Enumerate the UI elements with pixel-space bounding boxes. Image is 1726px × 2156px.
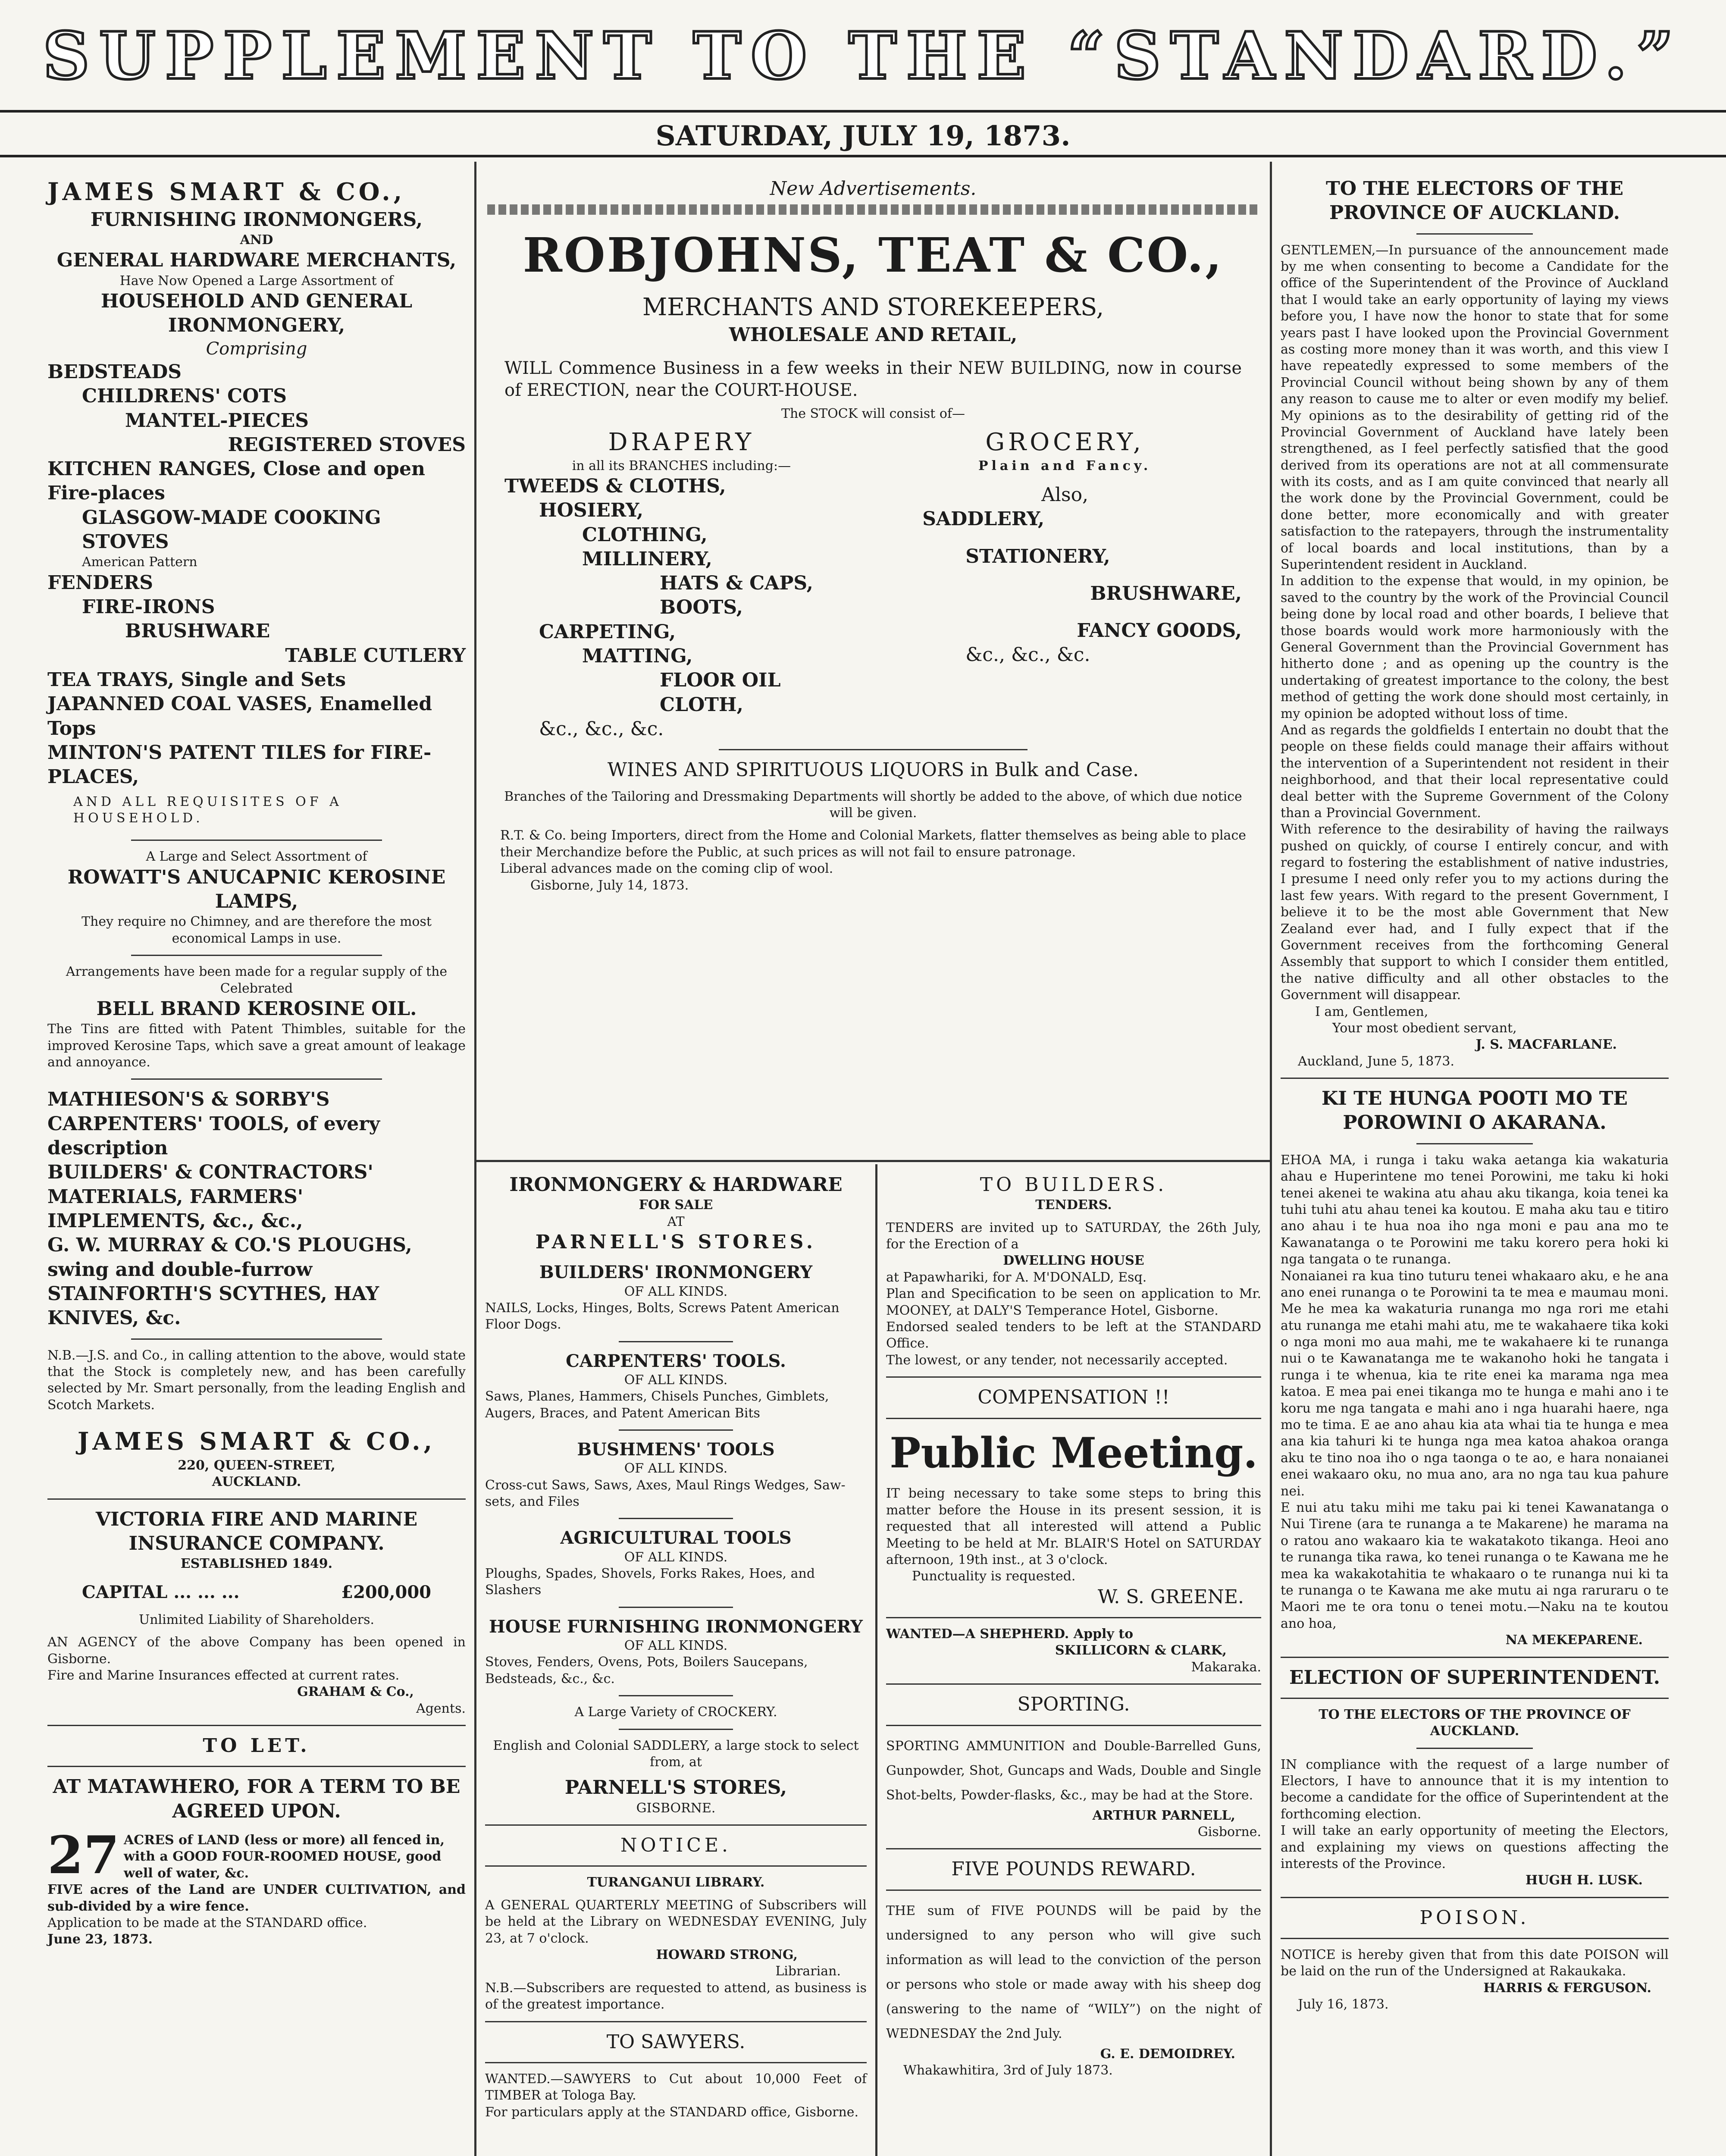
divider-rule <box>131 840 382 841</box>
established-line: ESTABLISHED 1849. <box>180 1556 333 1572</box>
body-text: The lowest, or any tender, not necessarily accepted. <box>886 1352 1228 1368</box>
signature-role: Agents. <box>416 1701 466 1716</box>
stock-item: SADDLERY, <box>922 508 1045 530</box>
body-text: A Large Variety of CROCKERY. <box>574 1705 777 1720</box>
body-text: Punctuality is requested. <box>912 1569 1076 1584</box>
stock-item: FIRE-IRONS <box>82 596 215 618</box>
body-text: IT being necessary to take some steps to bring this matter before the House in its present session, it is requested that all interested will attend a Public Meeting to be held at Mr. BLAIR'S Hotel on SATURDAY afternoon, 19th inst., at 3 o'clock. <box>886 1486 1261 1567</box>
ad-heading: AT MATAWHERO, FOR A TERM TO BE AGREED UPON. <box>53 1776 460 1822</box>
body-text: GENTLEMEN,—In pursuance of the announcement made by me when consenting to become a Candidate for the office of the Superintendent of the Province of Auckland that I would take an early opportunity of laying my views before you, I have now the honor to state that for some years past I have looked upon the Provincial Government as costing more money than it was worth, and this view I have repeatedly expressed to some members of the Provincial Council without being shown by any of them any reason to cause me to alter or even modify my belief. My opinions as to the desirability of getting rid of the Provincial Government of Auckland have lately been strengthened, as I feel perfectly satisfied that the good derived from its operations are not at all commensurate with its costs, and as I am quite convinced that nearly all the work done by the Provincial Government, could be done better, more economically and with greater satisfaction to the ratepayers, through the instrumentality of local boards and local institutions, than by a Superintendent resident in Auckland. <box>1281 242 1669 573</box>
stock-item: Also, <box>1041 483 1089 506</box>
body-text: TENDERS are invited up to SATURDAY, the 26th July, for the Erection of a <box>886 1220 1261 1252</box>
divider-rule <box>47 1498 466 1500</box>
signature-place: Makaraka. <box>1191 1659 1261 1675</box>
divider-rule <box>619 1607 733 1608</box>
body-text: SPORTING AMMUNITION and Double-Barrelled Guns, Gunpowder, Shot, Guncaps and Wads, Double and Single Shot-belts, Powder-flasks, &c., may be had at the Store. <box>886 1738 1261 1803</box>
body-text: In addition to the expense that would, in my opinion, be saved to the country by the work of the Provincial Council being done by local road and other boards, I believe that those boards would work more harmoniously with the General Government than the Provincial Government has hitherto done ; and as opening up the country is the undertaking of greatest importance to the colony, the best method of getting the work done should most certainly, in my opinion be adopted without loss of time. <box>1281 573 1669 721</box>
section-sub: OF ALL KINDS. <box>624 1461 728 1476</box>
closing-line: I am, Gentlemen, <box>1315 1004 1428 1019</box>
to-let-ad <box>47 1734 466 1948</box>
intro-text: WILL Commence Business in a few weeks in their NEW BUILDING, now in course of ERECTION, near the COURT-HOUSE. <box>504 358 1242 401</box>
drapery-sub: in all its BRANCHES including:— <box>572 458 791 473</box>
ad-title: SPORTING. <box>1017 1693 1130 1716</box>
ad-title: KI TE HUNGA POOTI MO TE POROWINI O AKARANA. <box>1322 1087 1628 1134</box>
section-sub: OF ALL KINDS. <box>624 1638 728 1654</box>
ad-sub: TENDERS. <box>1035 1197 1112 1213</box>
wavy-rule <box>487 204 1259 215</box>
body-text: NAILS, Locks, Hinges, Bolts, Screws Patent American Floor Dogs. <box>485 1300 840 1332</box>
body-text: AN AGENCY of the above Company has been opened in Gisborne. <box>47 1635 466 1667</box>
james-smart-ad <box>47 177 466 1491</box>
stock-item: &c., &c., &c. <box>965 644 1090 666</box>
intro-line: Arrangements have been made for a regular supply of the Celebrated <box>66 964 448 996</box>
divider-rule <box>886 1418 1261 1419</box>
body-text: IN compliance with the request of a large number of Electors, I have to announce that it is my intention to become a candidate for the office of Superintendent at the forthcoming election. <box>1281 1757 1669 1822</box>
ad-title: ELECTION OF SUPERINTENDENT. <box>1289 1666 1660 1689</box>
ad-title: NOTICE. <box>620 1834 732 1857</box>
body-text: Branches of the Tailoring and Dressmaking Departments will shortly be added to the above, of which due notice will be given. <box>504 789 1242 821</box>
address-line: 220, QUEEN-STREET, <box>178 1457 335 1473</box>
body-text: Liberal advances made on the coming clip of wool. <box>500 861 833 877</box>
date-line: June 23, 1873. <box>47 1932 153 1947</box>
divider-rule <box>131 1078 382 1080</box>
column-divider <box>1270 162 1272 2156</box>
body-text: For particulars apply at the STANDARD office, Gisborne. <box>485 2104 859 2120</box>
ad-title: VICTORIA FIRE AND MARINE INSURANCE COMPANY. <box>95 1508 418 1554</box>
trade-line: GENERAL HARDWARE MERCHANTS, <box>56 249 457 272</box>
company-sub: MERCHANTS AND STOREKEEPERS, <box>642 293 1104 322</box>
stock-item: FLOOR OIL CLOTH, <box>660 669 781 716</box>
signature: ARTHUR PARNELL, <box>1092 1808 1235 1823</box>
body-text: at Papawhariki, for A. M'DONALD, Esq. <box>886 1269 1147 1285</box>
stock-item: BEDSTEADS <box>47 360 182 383</box>
masthead-title: SUPPLEMENT TO THE “STANDARD.” <box>43 18 1683 94</box>
signature: HUGH H. LUSK. <box>1526 1873 1643 1888</box>
body-text: Nonaianei ra kua tino tuturu tenei whakaaro aku, e he ana ano enei runanga o te Porowini ta te mea e maumau moni. Me he mea ka wakaturia runanga mo nga rori me etahi atu runanga me etahi mahi atu, me te wakahaere tika koki o nga moni mo aua mahi, me te wakahaere ki te runanga nui o te Kawanatanga me te wakanoho hoki he tangata i runga i te whenua, kia te rite enei ka marama nga mea katoa. E mea pai enei tikanga mo te hunga e mahi ano i te koru me nga tangata e mahi ano i nga huarahi haere, nga mo te tima. E ae ano ahau kia ata whai tia te hunga e mea ana kia tahuri ki te hunga nga mea katoa ahakoa oranga aku te tino noa iho o nga taonga o te ao, e hara nonaianei enei wakaaro oku, no mua ano, ara no nga tau kua pahure nei. <box>1281 1268 1669 1499</box>
address-line: AUCKLAND. <box>212 1474 301 1490</box>
body-text: The Tins are fitted with Patent Thimbles, suitable for the improved Kerosine Taps, which save a great amount of leakage and annoyance. <box>47 1022 466 1070</box>
grocery-sub: Plain and Fancy. <box>978 458 1152 473</box>
stock-item: STATIONERY, <box>965 545 1110 567</box>
ad-title: COMPENSATION !! <box>977 1386 1170 1409</box>
drapery-heading: DRAPERY <box>608 428 755 456</box>
electors-letter <box>1281 177 1669 1070</box>
stock-item: MATTING, <box>582 645 693 667</box>
library-notice <box>485 1833 867 2013</box>
signature: JAMES SMART & CO., <box>77 1427 436 1456</box>
divider-rule <box>47 1725 466 1726</box>
body-text: E nui atu taku mihi me taku pai ki tenei Kawanatanga o Nui Tirene (ara te runanga a te Makarene) he marama na o ratou ano wakaaro kia te wakatakoto tikanga. Heoi ano te runanga tika rawa, ko tenei runanga o te Kawana me he mea ka wakakotahitia te whakaaro o te runanga nui ki ta te runanga o te Kawana me ake mutu ai nga raruraru o te Maori me te ora tonu o tenei motu.—Naku na te koutou ano hoa, <box>1281 1500 1669 1631</box>
column-2-lower <box>485 1173 867 2121</box>
section-heading: CARPENTERS' TOOLS. <box>566 1351 786 1371</box>
divider-rule <box>1281 1078 1669 1079</box>
ad-sub: AT <box>667 1214 685 1229</box>
tool-line: STAINFORTH'S SCYTHES, HAY KNIVES, &c. <box>47 1282 379 1329</box>
section-heading: BUILDERS' IRONMONGERY <box>539 1262 813 1283</box>
acres-text: ACRES of LAND (less or more) all fenced in, with a GOOD FOUR-ROOMED HOUSE, good well of water, &c. <box>124 1833 445 1881</box>
divider-rule <box>485 1865 867 1867</box>
body-text: WANTED.—SAWYERS to Cut about 10,000 Feet of TIMBER at Tologa Bay. <box>485 2071 867 2103</box>
ad-heading: Public Meeting. <box>890 1428 1258 1477</box>
tool-line: MATHIESON'S & SORBY'S CARPENTERS' TOOLS, of every description <box>47 1088 380 1159</box>
body-text: English and Colonial SADDLERY, a large stock to select from, at <box>493 1738 859 1770</box>
stock-item: MILLINERY, <box>582 548 712 570</box>
divider-rule <box>1416 1748 1533 1749</box>
body-text: Cross-cut Saws, Saws, Axes, Maul Rings Wedges, Saw-sets, and Files <box>485 1477 846 1510</box>
sporting-ad <box>886 1692 1261 1840</box>
stock-line: The STOCK will consist of— <box>781 406 965 422</box>
poison-notice <box>1281 1906 1669 2013</box>
builders-ad <box>886 1173 1261 1369</box>
divider-rule <box>886 1617 1261 1618</box>
divider-rule <box>1416 1143 1533 1144</box>
stock-item-note: American Pattern <box>82 555 197 570</box>
body-text: They require no Chimney, and are therefore the most economical Lamps in use. <box>81 914 432 946</box>
stock-item: MANTEL-PIECES <box>125 409 309 432</box>
ad-sub: TURANGANUI LIBRARY. <box>587 1875 765 1890</box>
grocery-heading: GROCERY, <box>985 428 1144 456</box>
stock-item: JAPANNED COAL VASES, Enamelled Tops <box>47 693 432 740</box>
dateline: SATURDAY, JULY 19, 1873. <box>0 110 1726 157</box>
stock-item: HOSIERY, <box>539 499 644 522</box>
closing-line: Your most obedient servant, <box>1332 1020 1517 1036</box>
stock-item-note: AND ALL REQUISITES OF A HOUSEHOLD. <box>73 794 342 826</box>
body-text: Ploughs, Spades, Shovels, Forks Rakes, Hoes, and Slashers <box>485 1566 815 1598</box>
election-ad <box>1281 1666 1669 1889</box>
section-sub: OF ALL KINDS. <box>624 1549 728 1565</box>
divider-rule <box>1281 1938 1669 1939</box>
divider-rule <box>619 1341 733 1342</box>
signature: PARNELL'S STORES, <box>564 1777 787 1799</box>
victoria-insurance-ad <box>47 1507 466 1717</box>
body-text: Plan and Specification to be seen on application to Mr. MOONEY, at DALY'S Temperance Hotel, Gisborne. <box>886 1286 1261 1318</box>
stock-item: CHILDRENS' COTS <box>82 385 287 407</box>
public-meeting-ad <box>886 1385 1261 1609</box>
body-text: Endorsed sealed tenders to be left at the STANDARD Office. <box>886 1319 1261 1351</box>
body-text: EHOA MA, i runga i taku waka aetanga kia wakaturia ahau e Huperintene mo tenei Porowini, me taku ki hoki tenei akenei te wakina atu ahau aku tikanga, koia tenei ka tuhi tuhi atu ahau tenei ka koutou. E maha aku tau e titiro ano ahau i te hua noa iho nga moni e pau ana mo te Kawanatanga o te Porowini me taku korero pera hoki ki nga tangata o te runanga. <box>1281 1152 1669 1267</box>
body-text: Stoves, Fenders, Ovens, Pots, Boilers Saucepans, Bedsteads, &c., &c. <box>485 1655 808 1686</box>
stock-item: HATS & CAPS, <box>660 572 813 595</box>
stock-item: TWEEDS & CLOTHS, <box>504 475 726 497</box>
maori-letter <box>1281 1087 1669 1648</box>
signature: HARRIS & FERGUSON. <box>1483 1980 1651 1996</box>
column-divider <box>875 1164 877 2156</box>
body-text <box>47 1825 466 1886</box>
section-sub: OF ALL KINDS. <box>624 1284 728 1299</box>
intro-line: Have Now Opened a Large Assortment of <box>119 273 394 288</box>
divider-rule <box>485 2062 867 2063</box>
company-name: ROBJOHNS, TEAT & CO., <box>523 227 1224 283</box>
ad-title: FIVE POUNDS REWARD. <box>951 1858 1196 1880</box>
body-text: Application to be made at the STANDARD office. <box>47 1915 367 1931</box>
divider-rule <box>47 1766 466 1767</box>
advertiser-name: JAMES SMART & CO., <box>47 178 406 206</box>
divider-rule <box>886 1890 1261 1891</box>
stock-item: BRUSHWARE <box>125 620 270 642</box>
body-text: R.T. & Co. being Importers, direct from the Home and Colonial Markets, flatter themselves as being able to place their Merchandize before the Public, at such prices as will not fail to ensure patronage. <box>500 828 1246 860</box>
section-sub: OF ALL KINDS. <box>624 1372 728 1388</box>
stock-item: &c., &c., &c. <box>539 718 664 740</box>
body-text: And as regards the goldfields I entertain no doubt that the people on these fields could manage their affairs without the intervention of a Superintendent not resident in their neighborhood, and that their local representative could deal better with the Supreme Government of the Colony than a Provincial Government. <box>1281 722 1669 821</box>
stock-item: CARPETING, <box>539 620 676 643</box>
capital-row <box>82 1581 431 1603</box>
body-text: With reference to the desirability of having the railways pushed on quickly, of course I entirely concur, and with regard to fostering the establishment of native industries, I presume I need only refer you to my actions during the last few years. With regard to the present Government, I believe it to be the most able Government that New Zealand ever had, and I fully expect that if the Government receives from the forthcoming General Assembly that support to which I consider them entitled, the native difficulty and all other obstacles to the Government will disappear. <box>1281 822 1669 1003</box>
signature: NA MEKEPARENE. <box>1505 1633 1643 1648</box>
body-text: THE sum of FIVE POUNDS will be paid by the undersigned to any person who will give such information as will lead to the conviction of the person or persons who stole or made away with his sheep dog (answering to the name of “WILY”) on the night of WEDNESDAY the 2nd July. <box>886 1903 1261 2041</box>
stock-item: GLASGOW-MADE COOKING STOVES <box>82 506 381 553</box>
column-1 <box>47 177 466 1948</box>
reward-ad <box>886 1857 1261 2079</box>
divider-rule <box>886 1683 1261 1685</box>
signature-place: GISBORNE. <box>636 1800 716 1816</box>
trade-line: FURNISHING IRONMONGERS, <box>90 208 423 231</box>
ad-title: TO LET. <box>203 1735 310 1757</box>
body-text: I will take an early opportunity of meeting the Electors, and explaining my views on questions affecting the interests of the Province. <box>1281 1823 1669 1871</box>
company-sub: WHOLESALE AND RETAIL, <box>729 323 1018 346</box>
drapery-column <box>504 427 858 742</box>
divider-rule <box>886 1725 1261 1726</box>
store-name: PARNELL'S STORES. <box>535 1231 817 1253</box>
ad-title: TO THE ELECTORS OF THE PROVINCE OF AUCKLAND. <box>1325 178 1624 224</box>
grocery-column <box>888 427 1242 742</box>
signature: GRAHAM & Co., <box>297 1684 414 1700</box>
capital-label: CAPITAL ... ... ... <box>82 1582 240 1602</box>
ad-title: TO BUILDERS. <box>980 1174 1168 1196</box>
parnell-ironmongery-ad <box>485 1173 867 1817</box>
divider-rule <box>1281 1897 1669 1898</box>
date-line: Whakawhitira, 3rd of July 1873. <box>903 2063 1113 2078</box>
section-heading: BUSHMENS' TOOLS <box>577 1439 775 1460</box>
ad-sub: TO THE ELECTORS OF THE PROVINCE OF AUCKLAND. <box>1319 1707 1631 1739</box>
body-text: WANTED—A SHEPHERD. Apply to <box>886 1626 1134 1642</box>
body-text: N.B.—Subscribers are requested to attend, as business is of the greatest importance. <box>485 1980 867 2012</box>
column-4 <box>1281 177 1669 2013</box>
body-text: A GENERAL QUARTERLY MEETING of Subscribers will be held at the Library on WEDNESDAY EVENING, July 23, at 7 o'clock. <box>485 1897 867 1946</box>
stock-item: FANCY GOODS, <box>1077 620 1242 642</box>
wines-line: WINES AND SPIRITUOUS LIQUORS in Bulk and Case. <box>607 759 1139 781</box>
drop-number: 27 <box>47 1825 119 1886</box>
section-divider <box>476 1160 1270 1162</box>
body-text: FIVE acres of the Land are UNDER CULTIVATION, and sub-divided by a wire fence. <box>47 1882 466 1914</box>
divider-rule <box>719 749 1027 750</box>
stock-item: KITCHEN RANGES, Close and open Fire-places <box>47 458 425 505</box>
body-text: N.B.—J.S. and Co., in calling attention to the above, would state that the Stock is completely new, and has been carefully selected by Mr. Smart personally, from the leading English and Scotch Markets. <box>47 1348 466 1413</box>
body-text: NOTICE is hereby given that from this date POISON will be laid on the run of the Undersigned at Rakaukaka. <box>1281 1947 1669 1979</box>
stock-item: BRUSHWARE, <box>1090 582 1242 605</box>
ad-title: TO SAWYERS. <box>606 2031 746 2053</box>
divider-rule <box>619 1518 733 1519</box>
date-line: Gisborne, July 14, 1873. <box>530 877 689 893</box>
divider-rule <box>131 1338 382 1340</box>
divider-rule <box>485 2021 867 2022</box>
divider-rule <box>619 1729 733 1730</box>
signature: W. S. GREENE. <box>1097 1586 1244 1608</box>
tool-line: G. W. MURRAY & CO.'S PLOUGHS, swing and double-furrow <box>47 1234 412 1281</box>
stock-item: MINTON'S PATENT TILES for FIRE-PLACES, <box>47 741 432 788</box>
intro-line: A Large and Select Assortment of <box>146 849 367 865</box>
column-3 <box>886 1173 1261 2079</box>
liability-line: Unlimited Liability of Shareholders. <box>138 1612 375 1627</box>
stock-item: BOOTS, <box>660 596 743 619</box>
date-line: Auckland, June 5, 1873. <box>1298 1053 1455 1069</box>
divider-rule <box>886 1376 1261 1378</box>
stock-item: REGISTERED STOVES <box>228 433 466 456</box>
date-line: July 16, 1873. <box>1298 1997 1389 2012</box>
body-text: Fire and Marine Insurances effected at current rates. <box>47 1667 400 1683</box>
divider-rule <box>619 1429 733 1431</box>
section-heading: ROWATT'S ANUCAPNIC KEROSINE LAMPS, <box>67 866 446 913</box>
signature: J. S. MACFARLANE. <box>1475 1037 1617 1053</box>
divider-rule <box>131 955 382 956</box>
divider-rule <box>619 1695 733 1696</box>
robjohns-ad <box>487 177 1259 894</box>
column-divider <box>474 162 476 2156</box>
ad-heading: DWELLING HOUSE <box>1003 1253 1144 1269</box>
signature: SKILLICORN & CLARK, <box>1055 1643 1227 1658</box>
section-heading: HOUSEHOLD AND GENERAL IRONMONGERY, <box>100 290 413 337</box>
sawyers-ad <box>485 2030 867 2121</box>
section-heading: AGRICULTURAL TOOLS <box>560 1528 792 1548</box>
section-heading: BELL BRAND KEROSINE OIL. <box>96 997 417 1020</box>
capital-value: £200,000 <box>341 1582 431 1602</box>
stock-item: TEA TRAYS, Single and Sets <box>47 669 346 691</box>
comprising-line: Comprising <box>206 338 307 359</box>
signature-role: Librarian. <box>775 1964 841 1979</box>
stock-item: FENDERS <box>47 571 153 594</box>
stock-columns <box>504 427 1242 742</box>
section-header: New Advertisements. <box>770 178 977 200</box>
and-line: AND <box>240 232 273 248</box>
shepherd-ad <box>886 1626 1261 1676</box>
divider-rule <box>886 1848 1261 1849</box>
tool-line: BUILDERS' & CONTRACTORS' MATERIALS, FARMERS' IMPLEMENTS, &c., &c., <box>47 1161 373 1232</box>
ad-title: POISON. <box>1419 1906 1530 1929</box>
section-heading: HOUSE FURNISHING IRONMONGERY <box>489 1616 863 1637</box>
signature-place: Gisborne. <box>1197 1824 1261 1839</box>
signature: HOWARD STRONG, <box>656 1947 798 1962</box>
body-text: Saws, Planes, Hammers, Chisels Punches, Gimblets, Augers, Braces, and Patent American Bits <box>485 1389 829 1421</box>
divider-rule <box>1416 233 1533 235</box>
signature: G. E. DEMOIDREY. <box>1100 2046 1235 2062</box>
divider-rule <box>1281 1698 1669 1699</box>
divider-rule <box>1281 1657 1669 1658</box>
ad-title: IRONMONGERY & HARDWARE <box>509 1174 843 1196</box>
divider-rule <box>485 1824 867 1826</box>
stock-item: CLOTHING, <box>582 523 708 546</box>
stock-item: TABLE CUTLERY <box>285 644 466 667</box>
ad-sub: FOR SALE <box>639 1197 713 1213</box>
